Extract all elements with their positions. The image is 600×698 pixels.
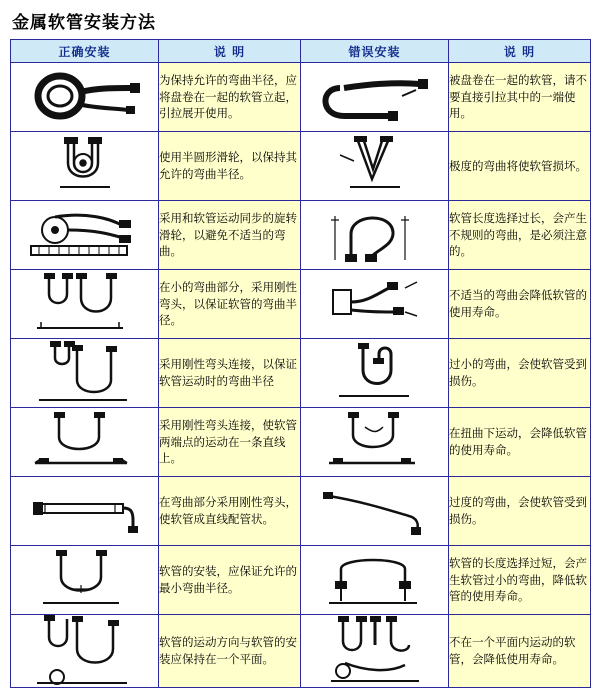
rotating-pulley-chain-icon (11, 201, 159, 270)
header-correct-install: 正确安装 (11, 40, 159, 63)
too-long-hose-bend-icon (301, 546, 449, 615)
table-row (11, 546, 591, 615)
header-correct-desc: 说 明 (159, 40, 301, 63)
straight-pipe-elbow-icon (11, 477, 159, 546)
improper-tight-bend-icon (301, 270, 449, 339)
table-header-row (11, 40, 591, 63)
correct-description: 软管的运动方向与软管的安装应保持在一个平面。 (159, 615, 301, 688)
table-row (11, 270, 591, 339)
page-title: 金属软管安装方法 (12, 13, 156, 33)
table-row (11, 132, 591, 201)
twisted-u-shape-icon (301, 408, 449, 477)
wrong-description: 不适当的弯曲会降低软管的使用寿命。 (449, 270, 591, 339)
table-row (11, 63, 591, 132)
correct-description: 采用刚性弯头连接，使软管两端点的运动在一条直线上。 (159, 408, 301, 477)
minimum-bend-radius-u-icon (11, 546, 159, 615)
correct-description: 使用半圆形滑轮，以保持其允许的弯曲半径。 (159, 132, 301, 201)
table-row (11, 201, 591, 270)
header-wrong-desc: 说 明 (449, 40, 591, 63)
coiled-hose-standing-icon (11, 63, 159, 132)
too-small-bend-radius-icon (301, 339, 449, 408)
correct-description: 软管的安装，应保证允许的最小弯曲半径。 (159, 546, 301, 615)
over-bent-pipe-icon (301, 477, 449, 546)
table-row (11, 477, 591, 546)
u-bend-with-pulley-icon (11, 132, 159, 201)
wrong-description: 过度的弯曲，会使软管受到损伤。 (449, 477, 591, 546)
table-row (11, 339, 591, 408)
correct-description: 采用和软管运动同步的旋转滑轮，以避免不适当的弯曲。 (159, 201, 301, 270)
wrong-description: 被盘卷在一起的软管，请不要直接引拉其中的一端使用。 (449, 63, 591, 132)
wrong-description: 不在一个平面内运动的软管，会降低使用寿命。 (449, 615, 591, 688)
u-shape-straight-line-icon (11, 408, 159, 477)
wrong-description: 极度的弯曲将使软管损坏。 (449, 132, 591, 201)
correct-description: 为保持允许的弯曲半径，应将盘卷在一起的软管立起，引拉展开使用。 (159, 63, 301, 132)
table-row (11, 408, 591, 477)
sharp-v-bend-icon (301, 132, 449, 201)
header-wrong-install: 错误安装 (301, 40, 449, 63)
hose-installation-table (10, 39, 591, 688)
correct-description: 在弯曲部分采用刚性弯头，使软管成直线配管状。 (159, 477, 301, 546)
table-row (11, 615, 591, 688)
rigid-elbow-small-bend-icon (11, 270, 159, 339)
coiled-hose-pulled-icon (301, 63, 449, 132)
out-of-plane-motion-icon (301, 615, 449, 688)
same-plane-motion-icon (11, 615, 159, 688)
loose-long-loop-icon (301, 201, 449, 270)
wrong-description: 过小的弯曲，会使软管受到损伤。 (449, 339, 591, 408)
rigid-elbow-connection-icon (11, 339, 159, 408)
wrong-description: 软管长度选择过长，会产生不规则的弯曲，是必须注意的。 (449, 201, 591, 270)
correct-description: 在小的弯曲部分，采用刚性弯头，以保证软管的弯曲半径。 (159, 270, 301, 339)
wrong-description: 在扭曲下运动，会降低软管的使用寿命。 (449, 408, 591, 477)
wrong-description: 软管的长度选择过短，会产生软管过小的弯曲，降低软管的使用寿命。 (449, 546, 591, 615)
correct-description: 采用刚性弯头连接，以保证软管运动时的弯曲半径 (159, 339, 301, 408)
